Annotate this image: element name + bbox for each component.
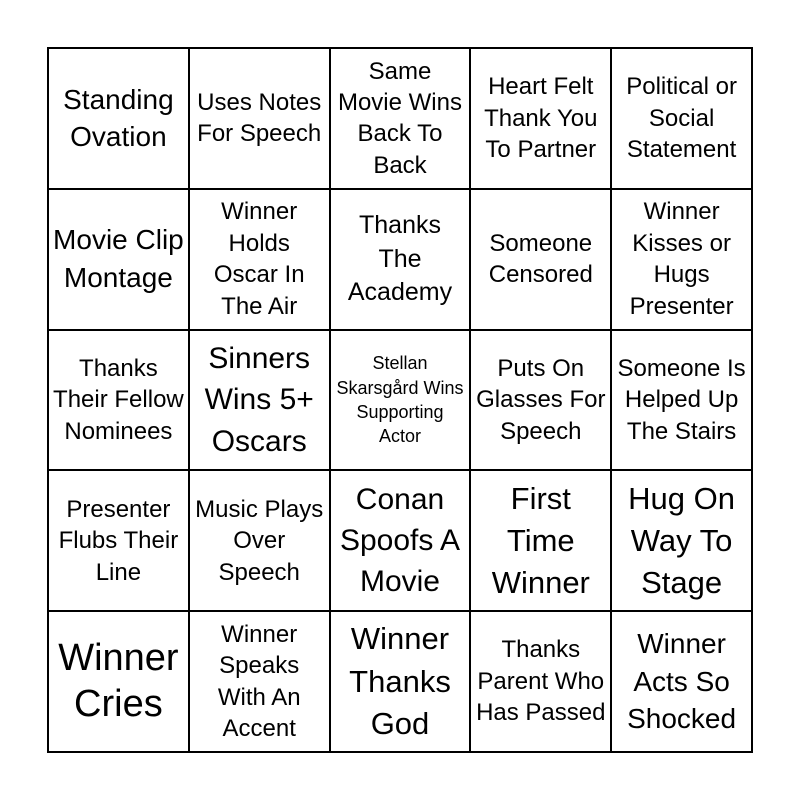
- bingo-cell[interactable]: [331, 331, 472, 472]
- cell-text: Stellan Skarsgård Wins Supporting Actor: [336, 353, 464, 447]
- bingo-cell[interactable]: [612, 190, 753, 331]
- bingo-cell[interactable]: [471, 471, 612, 612]
- cell-text: Someone Is Helped Up The Stairs: [617, 354, 746, 445]
- bingo-cell[interactable]: [190, 471, 331, 612]
- bingo-cell[interactable]: [471, 49, 612, 190]
- cell-text: Same Movie Wins Back To Back: [337, 57, 462, 179]
- bingo-cell[interactable]: [331, 471, 472, 612]
- bingo-cell[interactable]: [49, 190, 190, 331]
- cell-text: Uses Notes For Speech: [197, 88, 322, 148]
- bingo-cell[interactable]: [612, 471, 753, 612]
- cell-text: Political or Social Statement: [626, 73, 737, 164]
- bingo-cell[interactable]: [190, 331, 331, 472]
- cell-text: Music Plays Over Speech: [195, 495, 324, 586]
- cell-text: Movie Clip Montage: [53, 224, 184, 294]
- cell-text: Heart Felt Thank You To Partner: [484, 73, 598, 164]
- cell-text: Thanks Parent Who Has Passed: [476, 636, 606, 727]
- cell-text: Winner Holds Oscar In The Air: [213, 198, 305, 320]
- cell-text: Winner Kisses or Hugs Presenter: [629, 198, 734, 320]
- bingo-cell[interactable]: [471, 331, 612, 472]
- bingo-cell[interactable]: [190, 612, 331, 753]
- bingo-cell[interactable]: [49, 49, 190, 190]
- cell-text: Winner Cries: [58, 637, 179, 725]
- bingo-cell[interactable]: [471, 612, 612, 753]
- bingo-cell[interactable]: [190, 49, 331, 190]
- cell-text: Hug On Way To Stage: [628, 480, 736, 600]
- cell-text: First Time Winner: [491, 480, 590, 600]
- bingo-cell[interactable]: [49, 331, 190, 472]
- cell-text: Sinners Wins 5+ Oscars: [204, 341, 314, 458]
- cell-text: Winner Speaks With An Accent: [217, 620, 301, 743]
- cell-text: Thanks Their Fellow Nominees: [53, 354, 184, 445]
- bingo-cell[interactable]: [471, 190, 612, 331]
- bingo-cell[interactable]: [612, 49, 753, 190]
- cell-text: Winner Thanks God: [349, 621, 451, 741]
- cell-text: Someone Censored: [488, 229, 593, 289]
- bingo-cell[interactable]: [49, 471, 190, 612]
- bingo-cell[interactable]: [331, 190, 472, 331]
- cell-text: Standing Ovation: [63, 83, 174, 153]
- bingo-cell[interactable]: [331, 49, 472, 190]
- cell-text: Winner Acts So Shocked: [627, 627, 737, 735]
- bingo-cell[interactable]: [612, 612, 753, 753]
- cell-text: Thanks The Academy: [347, 211, 453, 306]
- bingo-cell[interactable]: [190, 190, 331, 331]
- bingo-cell[interactable]: [612, 331, 753, 472]
- cell-text: Conan Spoofs A Movie: [339, 482, 461, 599]
- cell-text: Puts On Glasses For Speech: [476, 354, 606, 445]
- bingo-cell[interactable]: [49, 612, 190, 753]
- cell-text: Presenter Flubs Their Line: [58, 495, 179, 586]
- bingo-cell[interactable]: [331, 612, 472, 753]
- bingo-card: [47, 47, 753, 753]
